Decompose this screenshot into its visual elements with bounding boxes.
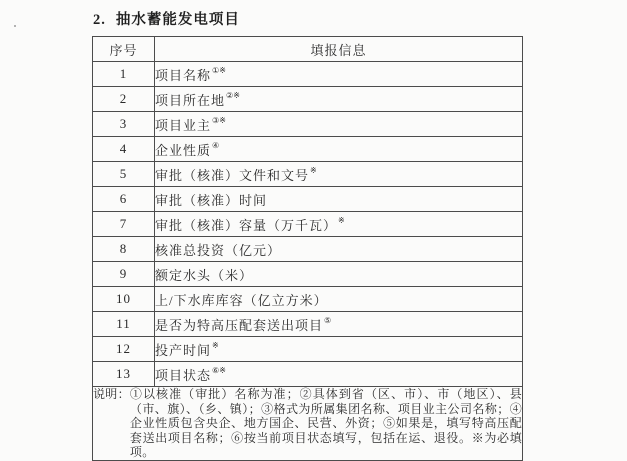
row-label [155, 137, 523, 162]
row-label [155, 312, 523, 337]
row-number: 13 [93, 362, 155, 387]
row-label-text: 企业性质 [155, 142, 212, 158]
row-number: 7 [93, 212, 155, 237]
col-header-serial: 序号 [93, 37, 155, 62]
row-label [155, 162, 523, 187]
row-label-text: 项目业主 [155, 117, 212, 133]
row-number: 6 [93, 187, 155, 212]
footnote-marker: ③※ [212, 116, 226, 126]
header-row [93, 37, 523, 62]
row-label-text: 审批（核准）文件和文号 [155, 167, 310, 183]
project-info-table [92, 36, 523, 461]
row-label [155, 212, 523, 237]
document-page [92, 6, 524, 461]
row-label-text: 项目名称 [155, 67, 212, 83]
row-number: 3 [93, 112, 155, 137]
row-number: 1 [93, 62, 155, 87]
row-label [155, 87, 523, 112]
row-label [155, 112, 523, 137]
note-row [93, 387, 523, 461]
table-row [93, 112, 523, 137]
table-row [93, 212, 523, 237]
row-label-text: 审批（核准）容量（万千瓦） [155, 217, 338, 233]
row-label [155, 237, 523, 262]
section-title [93, 8, 524, 29]
col-header-info: 填报信息 [155, 37, 523, 62]
row-number: 4 [93, 137, 155, 162]
row-number: 5 [93, 162, 155, 187]
row-label [155, 337, 523, 362]
section-number: 2. [93, 12, 106, 28]
row-number: 12 [93, 337, 155, 362]
row-number: 10 [93, 287, 155, 312]
table-row [93, 362, 523, 387]
note-cell [93, 387, 523, 461]
row-label [155, 362, 523, 387]
row-number: 9 [93, 262, 155, 287]
row-label-text: 额定水头（米） [155, 267, 254, 283]
row-label [155, 187, 523, 212]
table-row [93, 162, 523, 187]
note-text: ①以核准（审批）名称为准；②具体到省（区、市）、市（地区）、县（市、旗）、（乡、镇）；③格式为所属集团名称、项目业主公司名称；④企业性质包含央企、地方国企、民营、外资；⑤如果是，填写特高压配套送出项目名称；⑥按当前项目状态填写，包括在运、退役。※为必填项。 [129, 387, 522, 460]
table-row [93, 87, 523, 112]
footnote-marker: ②※ [226, 91, 240, 101]
row-number: 8 [93, 237, 155, 262]
row-label-text: 核准总投资（亿元） [155, 242, 282, 258]
table-row [93, 62, 523, 87]
footnote-marker: ⑤ [324, 316, 332, 326]
table-row [93, 337, 523, 362]
row-label [155, 287, 523, 312]
table-row [93, 137, 523, 162]
footnote-marker: ※ [212, 341, 219, 351]
table-row [93, 237, 523, 262]
row-label-text: 是否为特高压配套送出项目 [155, 317, 324, 333]
note [93, 387, 522, 460]
footnote-marker: ④ [212, 141, 220, 151]
table-row [93, 287, 523, 312]
table-row [93, 262, 523, 287]
row-number: 11 [93, 312, 155, 337]
table-row [93, 312, 523, 337]
row-label [155, 62, 523, 87]
section-title-text: 抽水蓄能发电项目 [115, 12, 240, 28]
note-label: 说明： [93, 387, 130, 401]
row-label-text: 项目所在地 [155, 92, 226, 108]
table-row [93, 187, 523, 212]
row-label-text: 项目状态 [155, 367, 212, 383]
row-label-text: 投产时间 [155, 342, 212, 358]
row-label-text: 审批（核准）时间 [155, 192, 268, 208]
footnote-marker: ①※ [212, 66, 226, 76]
row-label-text: 上/下水库库容（亿立方米） [155, 292, 328, 308]
row-label [155, 262, 523, 287]
footnote-marker: ⑥※ [212, 366, 226, 376]
footnote-marker: ※ [338, 216, 345, 226]
row-number: 2 [93, 87, 155, 112]
footnote-marker: ※ [310, 166, 317, 176]
scan-speck [14, 25, 16, 27]
